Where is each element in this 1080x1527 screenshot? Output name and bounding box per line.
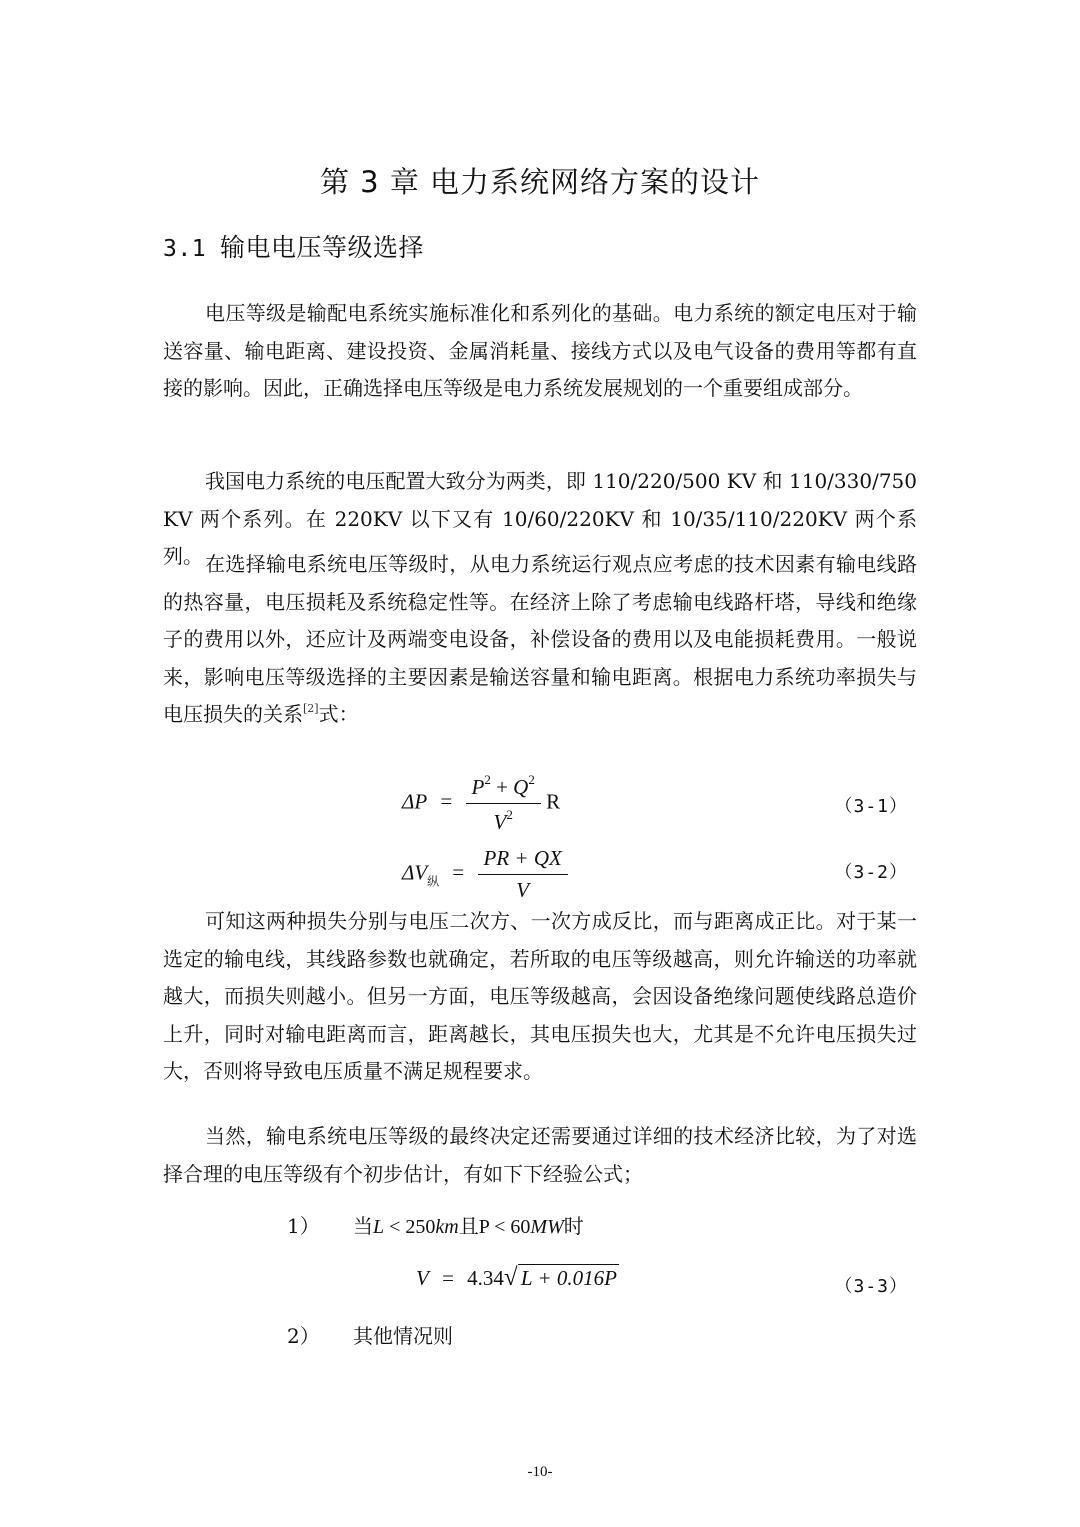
eq1-fraction — [466, 772, 541, 835]
eq1-trailing-r: R — [546, 789, 561, 814]
paragraph-selection-factors — [163, 546, 917, 734]
condition-1-mid: 且P < 60 — [458, 1216, 531, 1238]
paragraph-loss-analysis: 可知这两种损失分别与电压二次方、一次方成反比，而与距离成正比。对于某一选定的输电线，其线路参数也就确定，若所取的电压等级越高，则允许输送的功率就越大，而损失则越小。但另一方面，电压等级越高，会因设备绝缘问题使线路总造价上升，同时对输电距离而言，距离越长，其电压损失也大，尤其是不允许电压损失过大，否则将导致电压质量不满足规程要求。 — [163, 909, 917, 1083]
citation-ref: [2] — [303, 702, 319, 715]
eq1-lhs: ΔP — [402, 789, 428, 814]
eq3-lhs: V — [416, 1266, 429, 1290]
eq1-exp-p: 2 — [484, 772, 491, 787]
eq3-sqrt: √ L + 0.016P — [503, 1264, 617, 1291]
page-number: -10- — [527, 1464, 553, 1480]
condition-item-1 — [287, 1210, 584, 1239]
eq2-denominator: V — [516, 878, 530, 902]
paragraph-empirical-formula: 当然，输电系统电压等级的最终决定还需要通过详细的技术经济比较，为了对选择合理的电压等级有个初步估计，有如下下经验公式； — [163, 1124, 917, 1186]
equation-3-1: ΔP = $\frac{P^2 + Q^2}{V^2}$ R — [402, 772, 561, 834]
condition-1-lt-250: < 250 — [384, 1216, 436, 1238]
eq1-plus: + — [496, 775, 508, 799]
eq1-num-p: P — [471, 775, 485, 799]
paragraph-voltage-series: 我国电力系统的电压配置大致分为两类，即 110/220/500 KV 和 110/330/750 KV 两个系列。在 220KV 以下又有 10/60/220KV 和 10/35/110/220KV 两个系列。 — [163, 469, 917, 568]
eq2-lhs: ΔV — [402, 860, 428, 885]
paragraph-selection-tail: 式： — [318, 702, 359, 726]
eq1-exp-v: 2 — [506, 807, 513, 822]
eq1-den-v: V — [493, 810, 507, 834]
condition-2-marker: 2） — [287, 1324, 320, 1348]
equation-3-2: $\Delta V_纵$ = $\frac{PR + QX}{V}$ — [402, 846, 568, 903]
condition-1-var-l: L — [373, 1216, 385, 1238]
eq3-coefficient: 4.34 — [467, 1266, 504, 1290]
eq2-numerator: PR + QX — [483, 846, 562, 870]
condition-1-unit-km: km — [435, 1216, 459, 1238]
paragraph-voltage-basics: 电压等级是输配电系统实施标准化和系列化的基础。电力系统的额定电压对于输送容量、输电距离、建设投资、金属消耗量、接线方式以及电气设备的费用等都有直接的影响。因此，正确选择电压等级是电力系统发展规划的一个重要组成部分。 — [163, 301, 917, 400]
eq1-exp-q: 2 — [528, 772, 535, 787]
condition-1-prefix: 当 — [353, 1214, 373, 1238]
condition-item-2 — [287, 1320, 453, 1349]
eq2-lhs-subscript: 纵 — [427, 874, 440, 889]
equation-number-3-2: （3-2） — [834, 862, 908, 883]
condition-1-suffix: 时 — [563, 1214, 584, 1238]
eq3-radicand: L + 0.016P — [520, 1266, 617, 1290]
section-title: 输电电压等级选择 — [220, 233, 425, 262]
equation-number-3-3: （3-3） — [834, 1276, 908, 1297]
eq1-num-q: Q — [513, 775, 529, 799]
condition-1-unit-mw: MW — [530, 1216, 564, 1238]
equation-3-3: V = 4.34 √ L + 0.016P — [416, 1264, 617, 1291]
chapter-title: 第 3 章 电力系统网络方案的设计 — [319, 165, 761, 199]
paragraph-selection-text: 在选择输电系统电压等级时，从电力系统运行观点应考虑的技术因素有输电线路的热容量，电压损耗及系统稳定性等。在经济上除了考虑输电线路杆塔，导线和绝缘子的费用以外，还应计及两端变电设备，补偿设备的费用以及电能损耗费用。一般说来，影响电压等级选择的主要因素是输送容量和输电距离。根据电力系统功率损失与电压损失的关系 — [163, 552, 917, 726]
section-heading — [163, 228, 424, 264]
equation-number-3-1: （3-1） — [834, 796, 908, 817]
condition-2-text: 其他情况则 — [353, 1324, 453, 1348]
eq2-fraction — [478, 846, 568, 903]
section-number: 3.1 — [163, 236, 207, 262]
condition-1-marker: 1） — [287, 1214, 320, 1238]
